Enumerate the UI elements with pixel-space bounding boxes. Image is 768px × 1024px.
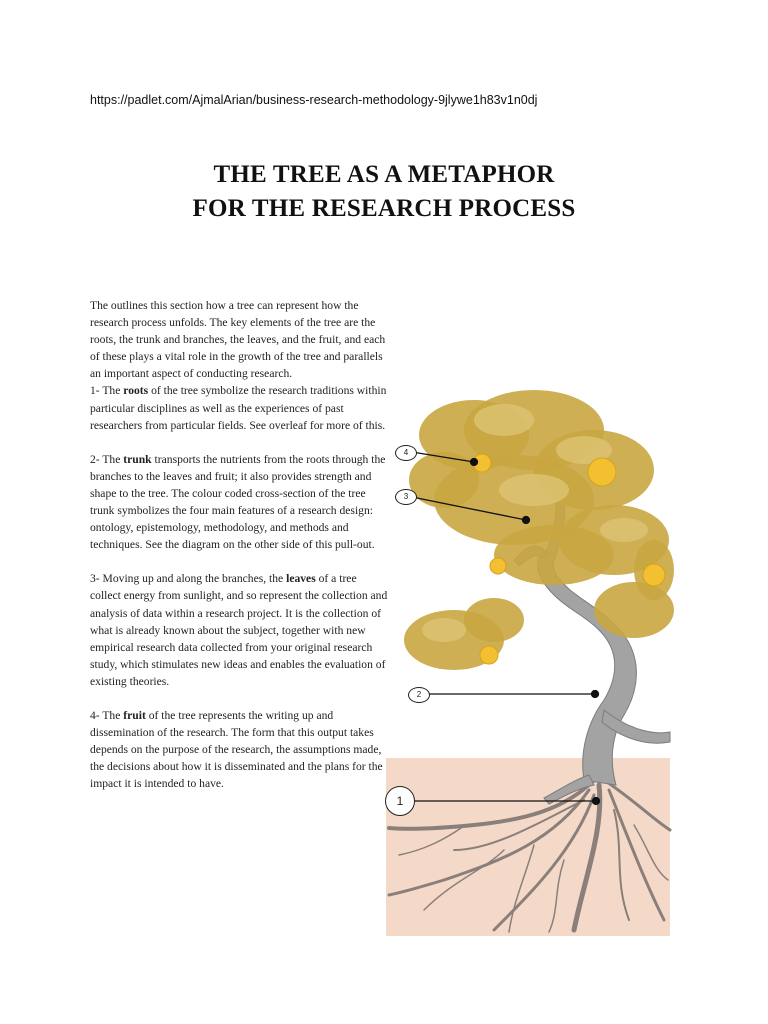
item-prefix: 2- The bbox=[90, 452, 124, 466]
item-leaves bbox=[90, 570, 390, 690]
item-text: of a tree collect energy from sunlight, and so represent the collection and analysis of data within a research project. It is the collection of what is already known about the subject, together with new empirical research data collected from your original research study, which stimulates new ideas and enables the evaluation of existing theories. bbox=[90, 572, 388, 688]
item-text: transports the nutrients from the roots through the branches to the leaves and fruit; it also provides strength and shape to the tree. The colour coded cross-section of the tree trunk symbolizes the four main features of a research design: ontology, epistemology, methodology, and methods and techniques. See the diagram on the other side of this pull-out. bbox=[90, 452, 386, 552]
item-fruit bbox=[90, 707, 390, 792]
item-text: of the tree symbolize the research traditions within particular disciplines as well as the experiences of past researchers from particular fields. See overleaf for more of this. bbox=[90, 384, 387, 432]
item-trunk bbox=[90, 451, 390, 554]
source-url[interactable]: https://padlet.com/AjmalArian/business-research-methodology-9jlywe1h83v1n0dj bbox=[90, 93, 538, 107]
title-line-2: FOR THE RESEARCH PROCESS bbox=[192, 195, 576, 222]
marker-4: 4 bbox=[395, 445, 417, 461]
intro-paragraph: The outlines this section how a tree can represent how the research process unfolds. The key elements of the tree are the roots, the trunk and branches, the leaves, and the fruit, and each of these plays a vital role in the growth of the tree and parallels an important aspect of conducting research. bbox=[90, 299, 386, 381]
soil-background bbox=[386, 758, 670, 936]
item-prefix: 4- The bbox=[90, 708, 124, 722]
item-text: of the tree represents the writing up and dissemination of the research. The form that this output takes depends on the purpose of the research, the assumptions made, the decisions about how it is disseminated and the plans for the impact it is intended to have. bbox=[90, 708, 383, 791]
marker-3: 3 bbox=[395, 489, 417, 505]
marker-1: 1 bbox=[385, 786, 415, 816]
item-keyword: leaves bbox=[286, 572, 316, 586]
item-keyword: trunk bbox=[123, 452, 152, 466]
tree-illustration bbox=[384, 380, 674, 940]
item-prefix: 3- Moving up and along the branches, the bbox=[90, 572, 287, 586]
marker-2: 2 bbox=[408, 687, 430, 703]
item-roots bbox=[90, 382, 390, 433]
body-text bbox=[90, 297, 390, 809]
title-line-1: THE TREE AS A METAPHOR bbox=[213, 161, 555, 188]
item-prefix: 1- The bbox=[90, 384, 124, 398]
page-title bbox=[0, 158, 768, 226]
item-keyword: roots bbox=[123, 384, 149, 398]
item-keyword: fruit bbox=[123, 708, 146, 722]
